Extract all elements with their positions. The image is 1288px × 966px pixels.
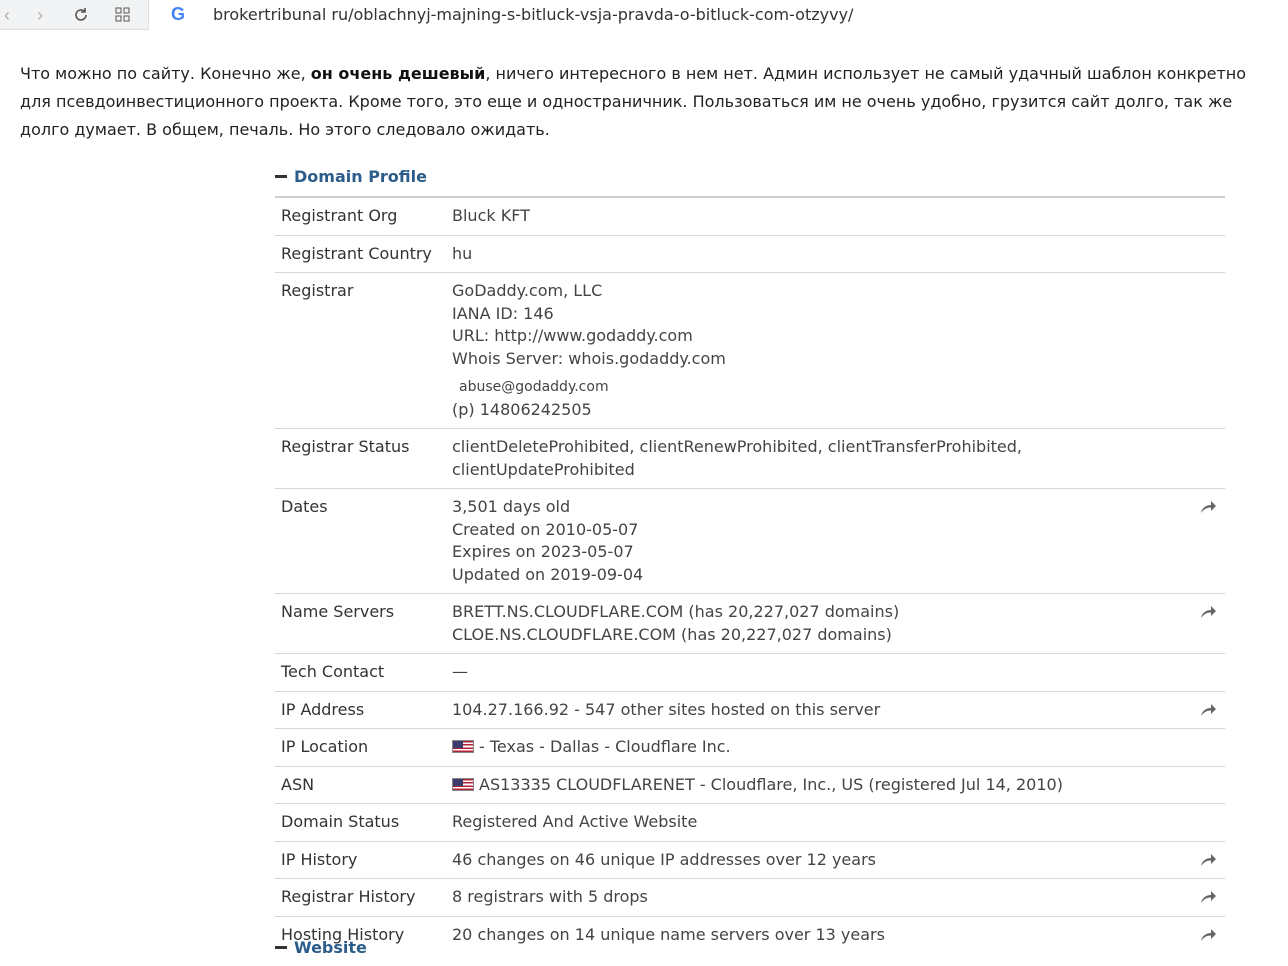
row-value — [446, 489, 1225, 593]
row-registrant-country — [275, 236, 1225, 274]
registrar-phone: (p) 14806242505 — [452, 399, 592, 419]
row-ip-location — [275, 729, 1225, 767]
domain-profile-table — [275, 196, 1225, 953]
domain-profile-header[interactable] — [275, 167, 427, 186]
row-name-servers — [275, 594, 1225, 654]
ip-location-text: - Texas - Dallas - Cloudflare Inc. — [479, 737, 731, 756]
collapse-minus-icon — [275, 175, 287, 178]
browser-toolbar — [0, 0, 1288, 30]
google-icon: G — [171, 4, 186, 24]
chevron-left-icon[interactable]: ‹ — [4, 4, 10, 25]
share-arrow-icon[interactable] — [1199, 701, 1217, 719]
registrar-url[interactable]: URL: http://www.godaddy.com — [452, 326, 693, 345]
registrar-email: abuse@godaddy.com — [459, 379, 609, 395]
row-value — [446, 594, 1225, 653]
row-label: Name Servers — [281, 602, 395, 621]
intro-text-end: , ничего интересного в нем нет. Админ использует не самый удачный шаблон конкретно для псевдоинвестиционного проекта. Кроме того, это еще и одностраничник. Пользоваться им не очень удобно, грузится сайт долго, так же долго думает. В общем, печаль. Но этого следовало ожидать. — [20, 64, 1247, 139]
registrar-whois: Whois Server: whois.godaddy.com — [452, 348, 726, 368]
row-ip-history — [275, 842, 1225, 880]
us-flag-icon — [452, 740, 474, 753]
row-registrar-history — [275, 879, 1225, 917]
row-registrar — [275, 273, 1225, 429]
row-label: Registrant Org — [281, 206, 398, 225]
asn-text: AS13335 CLOUDFLARENET - Cloudflare, Inc., US (registered Jul 14, 2010) — [479, 774, 1063, 794]
registrar-iana: IANA ID: 146 — [452, 303, 554, 323]
row-label: Dates — [281, 497, 328, 516]
domain-profile-title: Domain Profile — [294, 167, 427, 186]
row-label: Registrar Status — [281, 437, 410, 456]
intro-paragraph — [20, 60, 1270, 144]
row-label: IP History — [281, 849, 358, 869]
website-section-title: Website — [294, 938, 367, 957]
row-dates — [275, 489, 1225, 594]
row-hosting-history — [275, 917, 1225, 954]
row-ip-address — [275, 692, 1225, 730]
row-value: — — [452, 662, 468, 681]
row-value — [446, 273, 1225, 428]
share-arrow-icon[interactable] — [1199, 888, 1217, 906]
share-arrow-icon[interactable] — [1199, 498, 1217, 516]
row-label: Registrant Country — [281, 243, 432, 263]
status-line-2: clientUpdateProhibited — [452, 459, 635, 479]
row-value: 20 changes on 14 unique name servers over 13 years — [452, 924, 885, 944]
row-value: 46 changes on 46 unique IP addresses over 12 years — [452, 849, 876, 869]
dates-created: Created on 2010-05-07 — [452, 519, 639, 539]
address-bar[interactable] — [148, 0, 1288, 30]
row-value — [446, 767, 1225, 804]
row-label: IP Address — [281, 699, 365, 719]
registrar-name: GoDaddy.com, LLC — [452, 281, 603, 300]
row-label: Tech Contact — [281, 662, 385, 681]
row-value: Registered And Active Website — [452, 812, 698, 831]
reload-icon[interactable] — [68, 0, 94, 30]
row-label: Domain Status — [281, 812, 400, 831]
dates-age: 3,501 days old — [452, 497, 571, 516]
website-section-header[interactable] — [275, 938, 367, 957]
row-domain-status — [275, 804, 1225, 842]
share-arrow-icon[interactable] — [1199, 851, 1217, 869]
row-value — [446, 729, 1225, 766]
row-registrar-status — [275, 429, 1225, 489]
collapse-minus-icon — [275, 946, 287, 949]
row-asn — [275, 767, 1225, 805]
row-label: Registrar — [281, 281, 354, 300]
name-server-2: CLOE.NS.CLOUDFLARE.COM (has 20,227,027 domains) — [452, 624, 892, 644]
row-value: 8 registrars with 5 drops — [452, 887, 648, 906]
us-flag-icon — [452, 778, 474, 791]
url-text[interactable]: brokertribunal ru/oblachnyj-majning-s-bitluck-vsja-pravda-o-bitluck-com-otzyvy/ — [213, 5, 854, 24]
row-value — [446, 429, 1225, 488]
share-arrow-icon[interactable] — [1199, 603, 1217, 621]
row-label: Registrar History — [281, 887, 416, 906]
row-label: IP Location — [281, 737, 369, 756]
chevron-right-icon[interactable]: › — [37, 4, 43, 25]
row-value: Bluck KFT — [452, 206, 530, 225]
row-value: hu — [452, 243, 473, 263]
name-server-1: BRETT.NS.CLOUDFLARE.COM (has 20,227,027 domains) — [452, 602, 900, 621]
intro-text-start: Что можно по сайту. Конечно же, — [20, 64, 311, 83]
dates-updated: Updated on 2019-09-04 — [452, 564, 644, 584]
row-label: Hosting History — [281, 924, 405, 944]
row-tech-contact — [275, 654, 1225, 692]
share-arrow-icon[interactable] — [1199, 926, 1217, 944]
row-value: 104.27.166.92 - 547 other sites hosted on this server — [452, 699, 881, 719]
row-label: ASN — [281, 774, 315, 794]
row-registrant-org — [275, 198, 1225, 236]
apps-grid-icon[interactable] — [108, 0, 138, 30]
status-line-1: clientDeleteProhibited, clientRenewProhibited, clientTransferProhibited, — [452, 437, 1023, 456]
dates-expires: Expires on 2023-05-07 — [452, 542, 634, 561]
intro-bold-text: он очень дешевый — [310, 64, 486, 83]
